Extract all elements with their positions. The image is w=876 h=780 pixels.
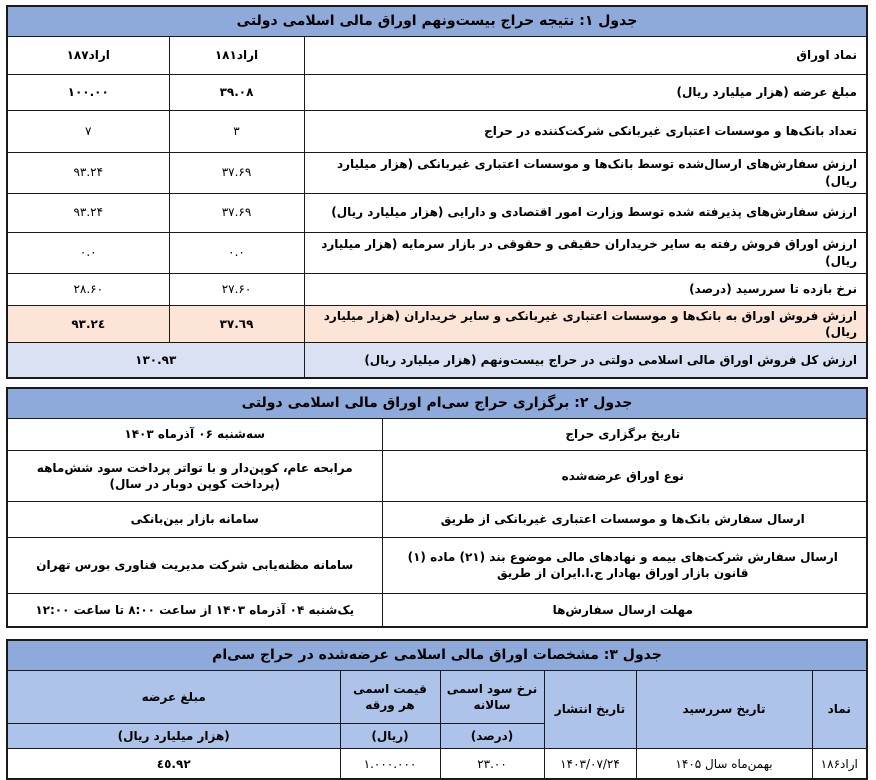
value-arad181: ۳۷.۶۹	[169, 193, 304, 232]
table3-title-row	[7, 640, 867, 670]
institution-orders-channel-value: سامانه مظنه‌یابی شرکت مدیریت فناوری بورس تهران	[7, 537, 382, 593]
col-header-symbol: نماد	[812, 670, 867, 748]
value-arad187: ۹۳.۲۴	[7, 152, 169, 193]
row-label-total-sales: ارزش کل فروش اوراق مالی اسلامی دولتی در حراج بیست‌ونهم (هزار میلیارد ریال)	[304, 342, 867, 378]
row-label-orders-sent: ارزش سفارش‌های ارسال‌شده توسط بانک‌ها و موسسات اعتباری غیربانکی (هزار میلیارد ریال)	[304, 152, 867, 193]
table-row	[7, 273, 867, 305]
table-row	[7, 450, 867, 501]
col-header-issue-date: تاریخ انتشار	[544, 670, 636, 748]
col-unit-coupon-rate: (درصد)	[440, 723, 544, 748]
offer-amount-value: ٤٥.٩٢	[7, 748, 340, 779]
value-arad187: ۱۰۰.۰۰	[7, 74, 169, 110]
row-label-bank-orders-channel: ارسال سفارش بانک‌ها و موسسات اعتباری غیربانکی از طریق	[382, 501, 867, 537]
table3-header-row	[7, 670, 867, 723]
table-row	[7, 501, 867, 537]
table2-title-row	[7, 388, 867, 418]
symbol-value: اراد۱۸۶	[812, 748, 867, 779]
value-arad181: ٣٧.٦٩	[169, 305, 304, 342]
value-arad181: ۳۹.۰۸	[169, 74, 304, 110]
table2-title: جدول ۲: برگزاری حراج سی‌ام اوراق مالی اسلامی دولتی	[7, 388, 867, 418]
row-label-auction-date: تاریخ برگزاری حراج	[382, 418, 867, 450]
table-row	[7, 74, 867, 110]
table-row-highlighted	[7, 305, 867, 342]
col-header-maturity-date: تاریخ سررسید	[636, 670, 812, 748]
row-label-participants: تعداد بانک‌ها و موسسات اعتباری غیربانکی شرکت‌کننده در حراج	[304, 110, 867, 152]
col-header-offer-amount: مبلغ عرضه	[7, 670, 340, 723]
table1-title: جدول ۱: نتیجه حراج بیست‌ونهم اوراق مالی اسلامی دولتی	[7, 6, 867, 36]
value-arad181: ۳۷.۶۹	[169, 152, 304, 193]
value-arad181: اراد۱۸۱	[169, 36, 304, 74]
table-row	[7, 593, 867, 627]
table-row	[7, 36, 867, 74]
table-row	[7, 193, 867, 232]
row-label-offer-amount: مبلغ عرضه (هزار میلیارد ریال)	[304, 74, 867, 110]
col-header-face-value: قیمت اسمی هر ورقه	[340, 670, 440, 723]
row-label-yield-to-maturity: نرخ بازده تا سررسید (درصد)	[304, 273, 867, 305]
col-unit-face-value: (ریال)	[340, 723, 440, 748]
table-row	[7, 232, 867, 273]
securities-type-value: مرابحه عام، کوپن‌دار و با تواتر پرداخت سود شش‌ماهه (پرداخت کوپن دوبار در سال)	[7, 450, 382, 501]
order-deadline-value: یک‌شنبه ۰۴ آذرماه ۱۴۰۳ از ساعت ۸:۰۰ تا ساعت ۱۲:۰۰	[7, 593, 382, 627]
value-arad187: ۹۳.۲۴	[7, 193, 169, 232]
row-label-orders-accepted: ارزش سفارش‌های پذیرفته شده توسط وزارت امور اقتصادی و دارایی (هزار میلیارد ریال)	[304, 193, 867, 232]
offered-securities-spec-table	[6, 639, 868, 780]
value-arad187: ۲۸.۶۰	[7, 273, 169, 305]
col-header-coupon-rate: نرخ سود اسمی سالانه	[440, 670, 544, 723]
table3-data-row	[7, 748, 867, 779]
table-row	[7, 537, 867, 593]
bank-orders-channel-value: سامانه بازار بین‌بانکی	[7, 501, 382, 537]
value-arad187: ٩٣.٢٤	[7, 305, 169, 342]
table-gap	[8, 379, 868, 387]
row-label-order-deadline: مهلت ارسال سفارش‌ها	[382, 593, 867, 627]
row-label-symbol: نماد اوراق	[304, 36, 867, 74]
row-label-securities-type: نوع اوراق عرضه‌شده	[382, 450, 867, 501]
auction-date-value: سه‌شنبه ۰۶ آذرماه ۱۴۰۳	[7, 418, 382, 450]
table-row	[7, 418, 867, 450]
total-sales-value: ۱۳۰.۹۳	[7, 342, 304, 378]
table-row	[7, 152, 867, 193]
face-value-value: ۱.۰۰۰.۰۰۰	[340, 748, 440, 779]
table-gap	[8, 628, 868, 639]
col-unit-offer-amount: (هزار میلیارد ریال)	[7, 723, 340, 748]
row-label-sold-capital-market: ارزش اوراق فروش رفته به سایر خریداران حقیقی و حقوقی در بازار سرمایه (هزار میلیارد ریال)	[304, 232, 867, 273]
table3-title: جدول ۳: مشخصات اوراق مالی اسلامی عرضه‌شده در حراج سی‌ام	[7, 640, 867, 670]
row-label-sales-value: ارزش فروش اوراق به بانک‌ها و موسسات اعتباری غیربانکی و سایر خریداران (هزار میلیارد ریال)	[304, 305, 867, 342]
value-arad181: ۲۷.۶۰	[169, 273, 304, 305]
value-arad187: ۷	[7, 110, 169, 152]
auction30-announcement-table	[6, 387, 868, 628]
value-arad187: اراد۱۸۷	[7, 36, 169, 74]
value-arad187: ۰.۰	[7, 232, 169, 273]
table-row-total	[7, 342, 867, 378]
table-row	[7, 110, 867, 152]
row-label-institution-orders-channel: ارسال سفارش شرکت‌های بیمه و نهادهای مالی موضوع بند (۲۱) ماده (۱) قانون بازار اوراق بهادار ج.ا.ایران از طریق	[382, 537, 867, 593]
issue-date-value: ۱۴۰۳/۰۷/۲۴	[544, 748, 636, 779]
coupon-rate-value: ۲۳.۰۰	[440, 748, 544, 779]
value-arad181: ۰.۰	[169, 232, 304, 273]
auction29-results-table	[6, 5, 868, 379]
value-arad181: ۳	[169, 110, 304, 152]
table1-title-row	[7, 6, 867, 36]
maturity-date-value: بهمن‌ماه سال ۱۴۰۵	[636, 748, 812, 779]
